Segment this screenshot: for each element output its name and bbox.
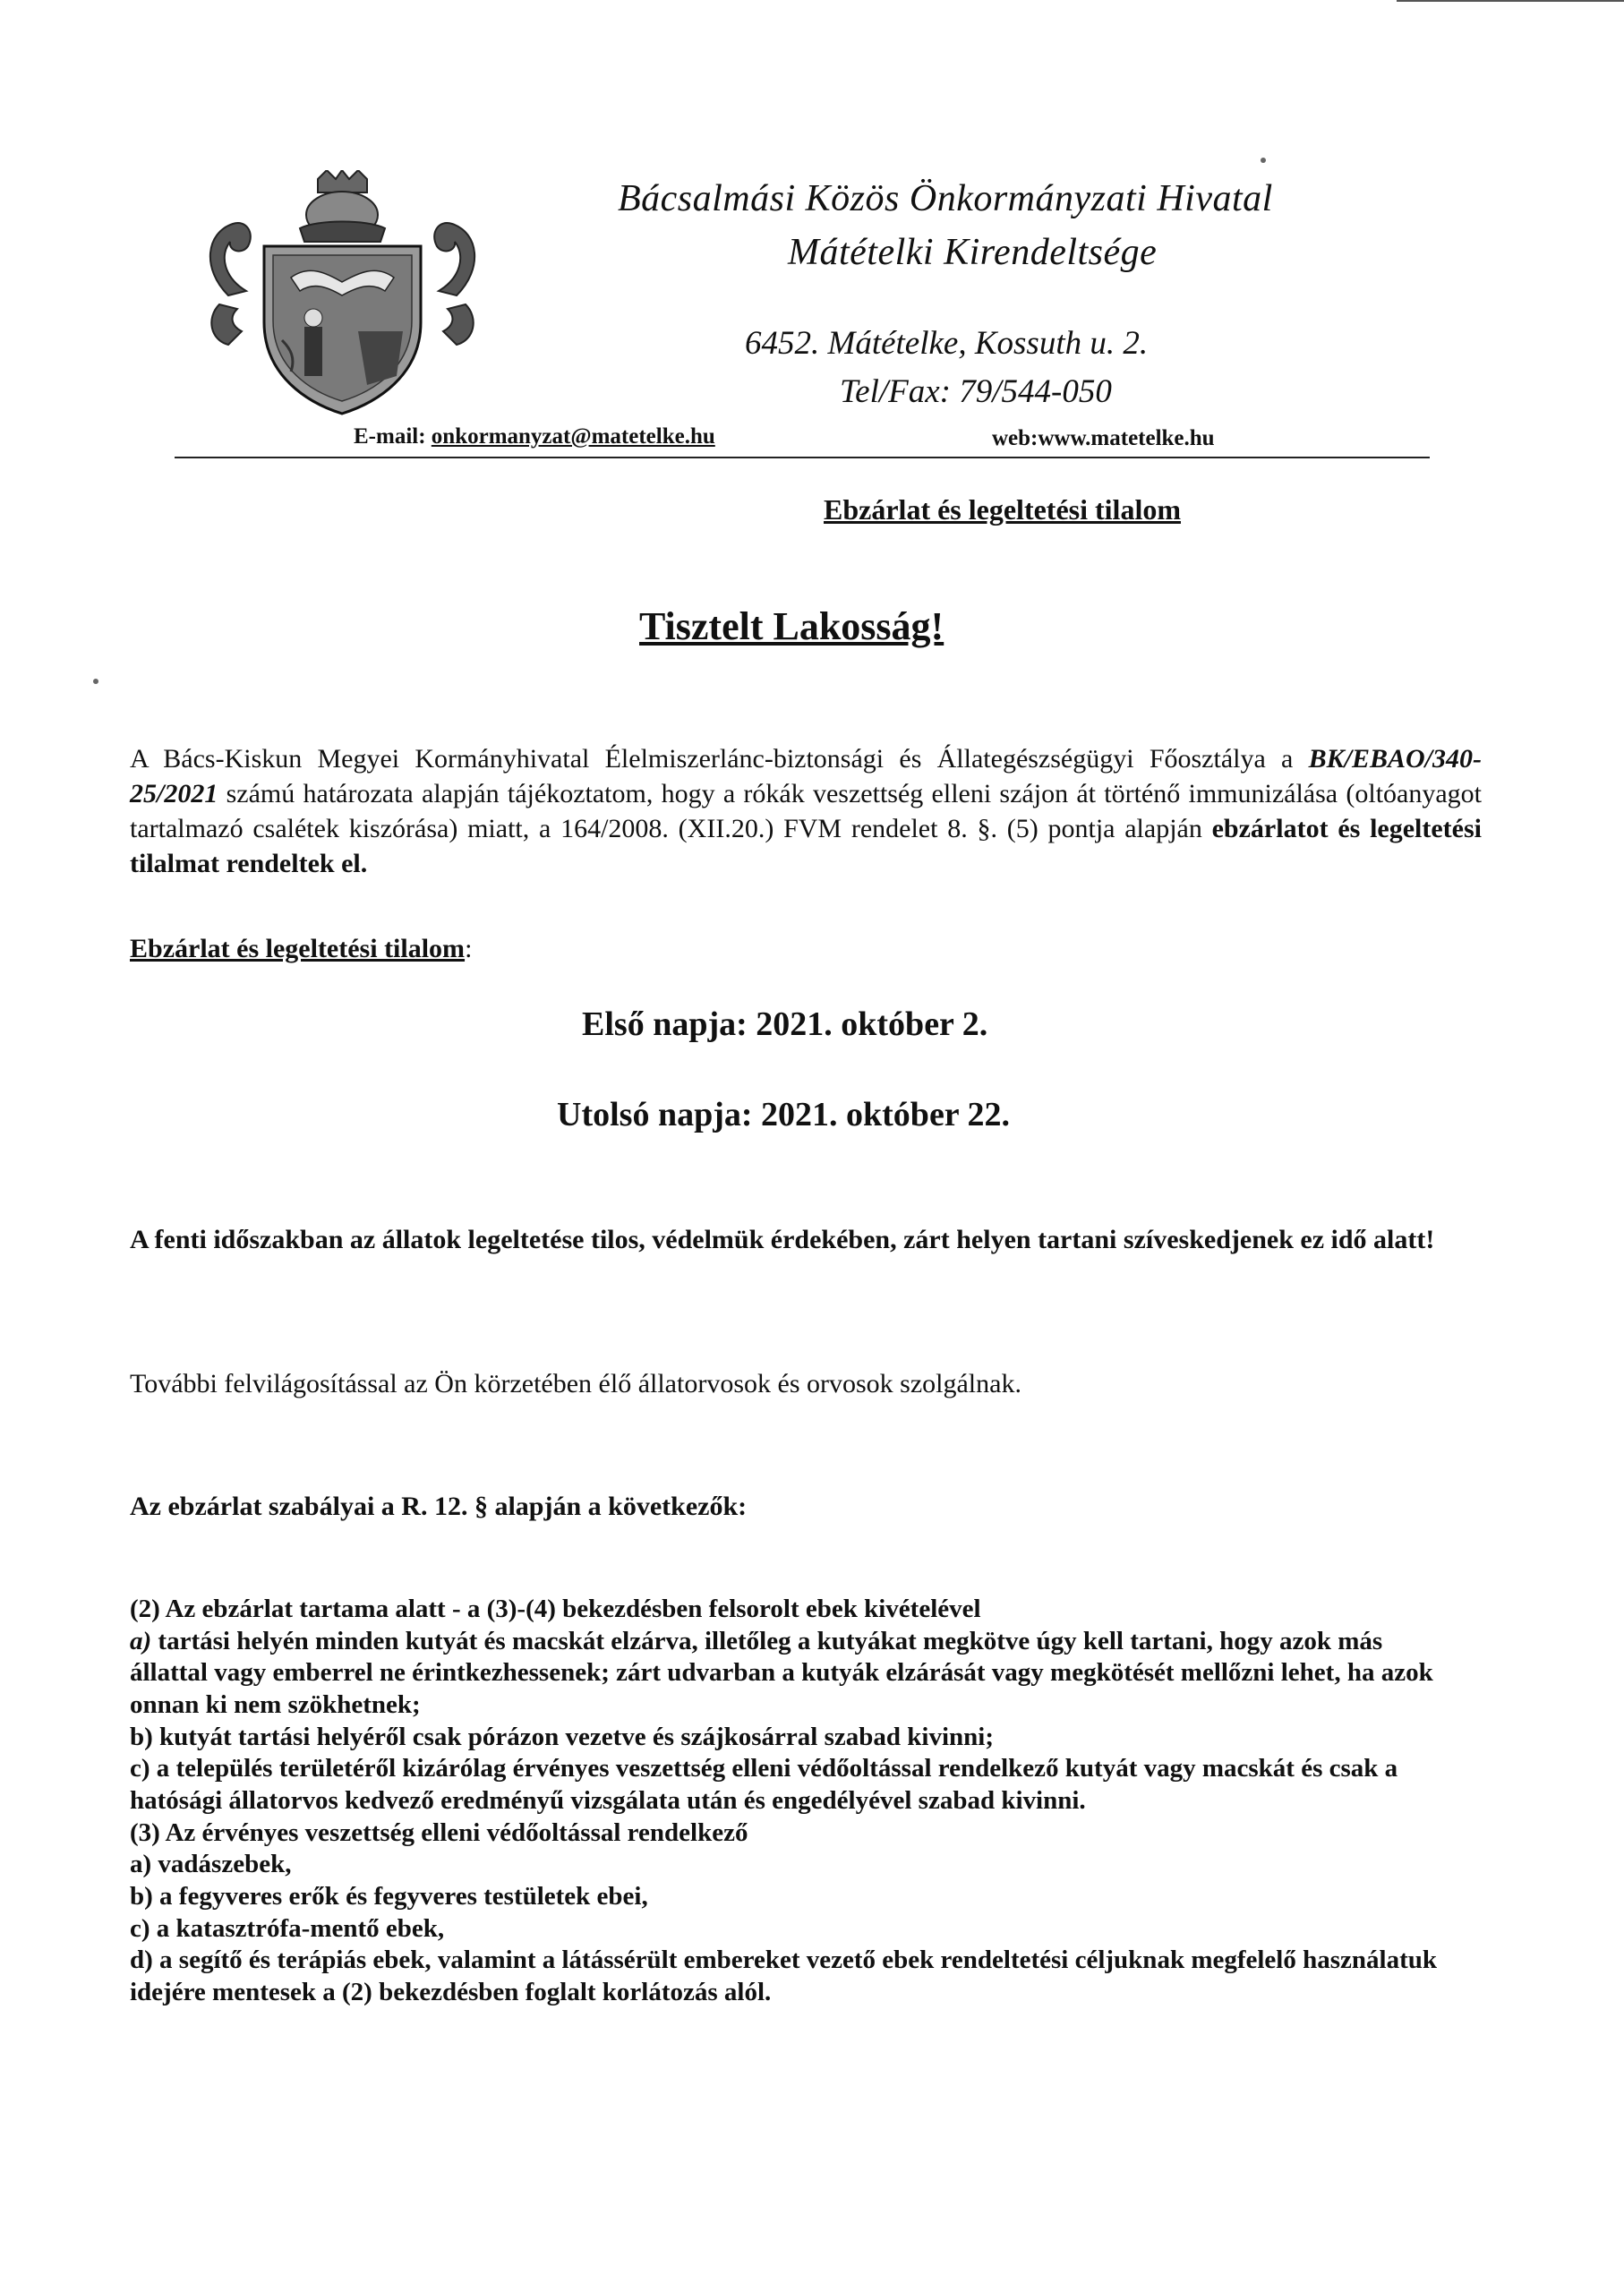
crest-helmet (300, 170, 385, 242)
last-day: Utolsó napja: 2021. október 22. (557, 1096, 1010, 1133)
email-line (354, 424, 715, 449)
email-label: E-mail: (354, 424, 432, 449)
rule-3-b: b) a fegyveres erők és fegyveres testületek ebei, (130, 1881, 648, 1911)
rules-title: Az ebzárlat szabályai a R. 12. § alapján a következők: (130, 1492, 748, 1521)
period-label (130, 934, 472, 964)
grazing-notice: A fenti időszakban az állatok legeltetése tilos, védelmük érdekében, zárt helyen tartani szíveskedjenek ez idő alatt! (130, 1225, 1435, 1254)
intro-part-1: A Bács-Kiskun Megyei Kormányhivatal Élelmiszerlánc-biztonsági és Állategészségügyi Főosztálya a (130, 744, 1309, 774)
office-name: Bácsalmási Közös Önkormányzati Hivatal (618, 178, 1273, 219)
rule-2-intro: (2) Az ebzárlat tartama alatt - a (3)-(4) bekezdésben felsorolt ebek kivételével (130, 1595, 981, 1623)
scan-speck (1261, 158, 1266, 163)
scan-speck (93, 679, 98, 684)
info-paragraph: További felvilágosítással az Ön körzetében élő állatorvosok és orvosok szolgálnak. (130, 1369, 1021, 1398)
rule-2-a-text: tartási helyén minden kutyát és macskát elzárva, illetőleg a kutyákat megkötve úgy kell tartani, hogy azok más állattal vagy emberrel ne érintkezhessenek; zárt udvarban a kutyák elzárását vagy megkötését mellőzni lehet, ha azok onnan ki nem szökhetnek; (130, 1626, 1433, 1719)
rule-3-c: c) a katasztrófa-mentő ebek, (130, 1913, 445, 1943)
greeting-heading: Tisztelt Lakosság! (639, 604, 944, 648)
rule-3-d: d) a segítő és terápiás ebek, valamint a látássérült embereket vezető ebek rendeltetési céljuknak megfelelő használatuk idejére mentesek a (2) bekezdésben foglalt korlátozás alól. (130, 1946, 1437, 2006)
document-subject: Ebzárlat és legeltetési tilalom (824, 493, 1181, 526)
crest-supporter-right (434, 223, 474, 345)
crest-supporter-left (210, 223, 251, 345)
intro-paragraph (130, 741, 1482, 881)
rule-2-a (130, 1626, 1446, 1722)
office-address: 6452. Mátételke, Kossuth u. 2. (745, 325, 1149, 362)
rule-3-intro: (3) Az érvényes veszettség elleni védőoltással rendelkező (130, 1817, 748, 1847)
rule-3-a: a) vadászebek, (130, 1850, 292, 1879)
period-label-text: Ebzárlat és legeltetési tilalom (130, 934, 466, 963)
rules-list (130, 1594, 1446, 2009)
first-day: Első napja: 2021. október 2. (582, 1005, 988, 1043)
crest-shield (264, 246, 421, 414)
rule-2-a-marker: a) (130, 1626, 152, 1655)
office-tel-fax: Tel/Fax: 79/544-050 (840, 373, 1112, 410)
web-link[interactable]: web:www.matetelke.hu (992, 426, 1215, 450)
scan-edge-line (1397, 0, 1624, 2)
rule-2-c: c) a település területéről kizárólag érvényes veszettség elleni védőoltással rendelkező kutyát vagy macskát és csak a hatósági állatorvos kedvező eredményű vizsgálata után és engedélyével szabad kivinni. (130, 1754, 1398, 1815)
header-divider (175, 457, 1430, 458)
coat-of-arms-icon (192, 170, 492, 416)
decision-reference: BK/EBAO/340-25/2021 (130, 744, 1482, 808)
rule-2-b: b) kutyát tartási helyéről csak pórázon vezetve és szájkosárral szabad kivinni; (130, 1722, 994, 1751)
intro-emphasis: ebzárlatot és legeltetési tilalmat rendeltek el. (130, 814, 1482, 878)
intro-part-2: számú határozata alapján tájékoztatom, hogy a rókák veszettség elleni szájon át történő immunizálása (oltóanyagot tartalmazó csalétek kiszórása) miatt, a 164/2008. (XII.20.) FVM rendelet 8. §. (5) pontja alapján (130, 779, 1482, 843)
period-label-colon: : (465, 934, 473, 963)
email-link[interactable]: onkormanyzat@matetelke.hu (431, 424, 715, 449)
branch-name: Mátételki Kirendeltsége (788, 232, 1158, 273)
